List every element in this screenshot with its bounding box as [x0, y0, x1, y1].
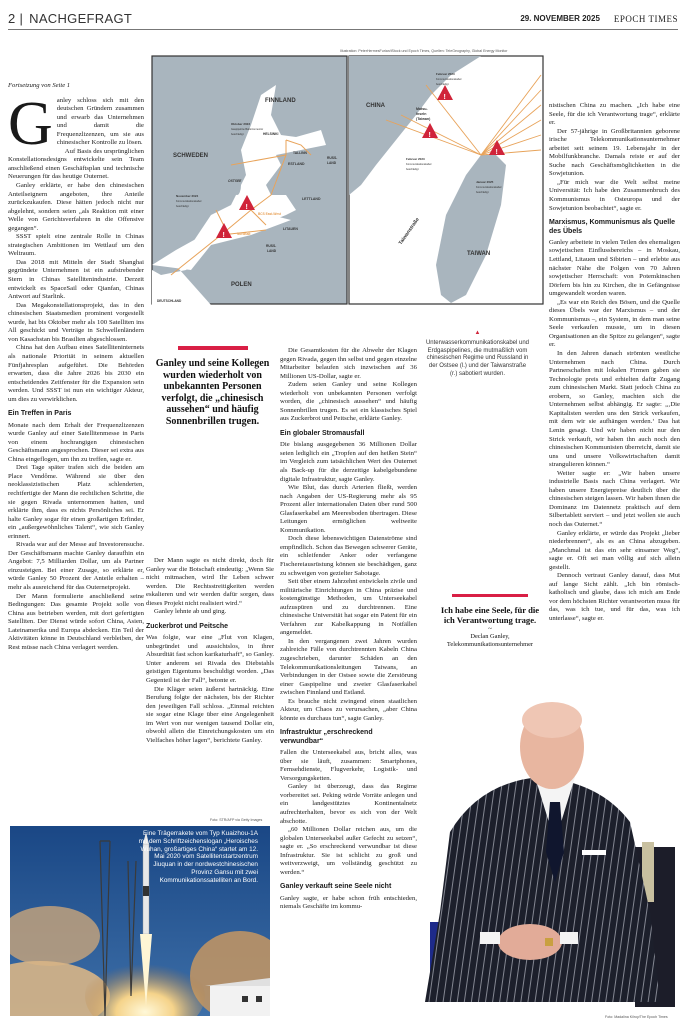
subheading: Ganley verkauft seine Seele nicht	[280, 883, 392, 891]
svg-text:beschädigt: beschädigt	[476, 191, 489, 194]
paragraph: Auf Basis des ursprünglichen Konstellationsdesigns entwickelte sein Team anschließend einen Geschäftsplan und technische Neuerungen für das heutige Outernet.	[8, 147, 144, 181]
rocket-launch-photo	[10, 826, 270, 1016]
svg-text:!: !	[245, 204, 248, 211]
svg-text:!: !	[443, 94, 446, 101]
svg-text:(Taiwan): (Taiwan)	[416, 117, 431, 121]
paragraph: „60 Millionen Dollar reichen aus, um die globalen Unterseekabel außer Gefecht zu setzen“, sagte er. „So erschreckend verwundbar ist diese Infrastruktur. Sie ist schlicht zu groß und weitverzweigt, um vollständig geschützt zu werden.“	[280, 826, 417, 876]
svg-text:TAIWAN: TAIWAN	[467, 251, 491, 257]
ganley-portrait-photo	[420, 692, 686, 1012]
portrait-image	[420, 692, 686, 1012]
pull-quote-text: Ganley und seine Kollegen wurden wiederholt von unbekannten Personen verfolgt, die „chinesisch aussehen“ und häufig Sonnenbrillen trugen.	[155, 358, 270, 427]
section-title: NACHGEFRAGT	[29, 11, 133, 26]
svg-text:Februar 2023: Februar 2023	[436, 72, 455, 76]
svg-text:LITAUEN: LITAUEN	[283, 227, 298, 231]
article-column-3	[280, 347, 417, 912]
svg-text:LAND: LAND	[267, 249, 277, 253]
pull-quote-ganley	[440, 594, 540, 649]
svg-text:beschädigt: beschädigt	[231, 133, 244, 136]
paragraph: Das Megakonstellationsprojekt, das in den chinesischen Staatsmedien prominent vorgestellt wurde, hat bis Oktober mehr als 100 Satelliten ins All geschickt und Verträge in Schwellenländern von Kasachstan bis Brasilien abgeschlossen.	[8, 301, 144, 343]
svg-text:Kommunikationskabel: Kommunikationskabel	[406, 163, 432, 166]
paragraph: Ganley ist überzeugt, dass das Regime vorbereitet sei. Peking würde Vorräte anlegen und ein landgestütztes Kontinentalnetz aufrechterhalten, bevor es sich von der Welt abschotte.	[280, 783, 417, 825]
svg-text:RUSS-: RUSS-	[266, 244, 277, 248]
paragraph: Die Kläger seien äußerst hartnäckig. Eine Berufung folgte der nächsten, bis der Richter den jeweiligen Fall schloss. „Einmal reichten sie sogar eine Klage über eine Angelegenheit im Wert von nur wenigen tausend Dollar ein, obwohl allein die Einreichungskosten um ein Vielfaches höher lagen“, berichtete Ganley.	[146, 685, 274, 744]
svg-text:FINNLAND: FINNLAND	[265, 98, 296, 104]
svg-text:SCHWEDEN: SCHWEDEN	[173, 153, 209, 159]
paragraph: In den vergangenen zwei Jahren wurden zahlreiche Fälle von durchtrennten Kabeln China zugeschrieben, darunter Schäden an den Telekommunikationsleitungen Taiwans, an Verbindungen in der Ostsee sowie die Zerstörung einer Gaspipeline und zweier Glasfaserkabel zwischen Finnland und Estland.	[280, 637, 417, 697]
pull-quote-text: Ich habe eine Seele, für die ich Verantwortung trage.	[440, 605, 540, 626]
article-column-4	[549, 102, 680, 624]
paragraph: Es brauche nicht zwingend einen staatlichen Akteur, um Chaos zu verursachen, „aber China könnte es durchaus tun“, sagte Ganley.	[280, 697, 417, 722]
svg-text:TALLINN: TALLINN	[293, 151, 307, 155]
paragraph: anley schloss sich mit den deutschen Gründern zusammen und erwarb das Unternehmen und damit die Frequenzlizenzen, um sie aus chinesischer Kontrolle zu lösen.	[56, 96, 144, 147]
map-caption-text: Unterwasserkommunikationskabel und Erdgaspipelines, die mutmaßlich vom chinesischen Regime und Russland in der Ostsee (l.) und der Taiwanstraße (r.) sabotiert wurden.	[425, 339, 530, 377]
rocket-caption: Eine Trägerrakete vom Typ Kuaizhou-1A mit dem Schriftzeichenslogan „Heroisches Wuhan, großartiges China“ startet am 12. Mai 2020 vom Satellitenstartzentrum Jiuquan in der nordwestchinesischen Provinz Gansu mit zwei Kommunikationssatelliten an Bord.	[138, 830, 258, 884]
paragraph: Ganley erklärte, er würde das Projekt „lieber niederbrennen“, als es an China abzugeben. „Manchmal ist das ein sehr einsamer Weg“, sagte er. Oft sei man völlig auf sich allein gestellt.	[549, 529, 680, 571]
cable-sabotage-map	[151, 55, 544, 305]
svg-text:Gaspipeline Balticconnector: Gaspipeline Balticconnector	[231, 128, 264, 131]
map-credit: Illustration: PeterHermesFurian/iStock und Epoch Times, Quellen: TeleGeography, Global Energy Monitor	[340, 49, 508, 53]
paragraph: Fallen die Unterseekabel aus, bricht alles, was über sie läuft, zusammen: Smartphones, Fernsehdienste, Flugverkehr, Logistik- und Versorgungsketten.	[280, 749, 417, 782]
subheading: Ein globaler Stromausfall	[280, 429, 365, 437]
paragraph: Ganley arbeitete in vielen Teilen des ehemaligen sowjetischen Einflussbereichs – in Moskau, Lettland, Litauen und Sibirien – und erlebte aus nächster Nähe die Folgen von 70 Jahren sowjetischer Herrschaft: von Potemkinschen Dörfern bis hin zu Kirchen, die in Gefängnisse umgewandelt worden waren.	[549, 238, 680, 298]
paragraph: Wie Blut, das durch Arterien fließt, werden nach Angaben der US-Regierung mehr als 95 Prozent aller internationalen Daten über rund 500 Glasfaserkabel am Meeresboden übertragen. Diese Leitungen ermöglichen weltweite Kommunikation.	[280, 484, 417, 534]
svg-text:!: !	[222, 232, 225, 239]
svg-text:LETTLAND: LETTLAND	[302, 197, 321, 201]
accent-bar	[452, 594, 528, 597]
paragraph: Der Mann sagte es nicht direkt, doch für Ganley war die Botschaft eindeutig: „Wenn Sie nicht mitmachen, wird Ihr Leben schwer werden. Die Rechtsstreitigkeiten werden eskalieren und wir werden dafür sorgen, dass dieses Projekt nicht realisiert wird.“	[146, 557, 274, 607]
paragraph: Doch diese lebenswichtigen Datenströme sind empfindlich. Schon das Bewegen schwerer Geräte, ein schleifender Anker oder verfangene Fischereiausrüstung können sie beschädigen, ganz zu schweigen von gezielter Sabotage.	[280, 535, 417, 577]
paragraph: Weiter sagte er: „Wir haben unsere industrielle Basis nach China verlagert. Wir haben unsere Energiepreise deutlich über die chinesischen steigen lassen. Wir haben ihnen die Dominanz im Datennetz praktisch auf dem Silbertablett serviert – und jetzt wollen sie auch noch das Outernet.“	[549, 469, 680, 528]
svg-text:DEUTSCHLAND: DEUTSCHLAND	[157, 299, 182, 303]
svg-text:OSTSEE: OSTSEE	[228, 179, 242, 183]
drop-cap: G	[8, 89, 53, 158]
pull-quote-attribution: Declan Ganley, Telekommunikationsunternehmer	[446, 632, 534, 648]
svg-text:Taiwanstraße: Taiwanstraße	[397, 216, 421, 247]
paragraph: Dennoch vertraut Ganley darauf, dass Mut auf lange Sicht zählt. „Ich bin römisch-katholisch und glaube, dass ich mich am Ende vor dem höchsten Richter verantworten muss für das, was ich tue, und für das, was ich unterlasse“, sagte er.	[549, 572, 680, 622]
continuation-kicker: Fortsetzung von Seite 1	[8, 82, 71, 89]
svg-text:Matsu-: Matsu-	[416, 107, 428, 111]
issue-date: 29. NOVEMBER 2025	[520, 14, 600, 23]
svg-text:November 2024: November 2024	[176, 194, 199, 198]
paragraph: Der 57-jährige in Großbritannien geborene irische Telekommunikationsunternehmer arbeitet seit seinem 19. Lebensjahr in der Mobilfunkbranche. Damals reiste er auf der Suche nach Geschäftsmöglichkeiten in die Sowjetunion.	[549, 127, 680, 178]
paragraph: Was folgte, war eine „Flut von Klagen, unbegründet und aussichtslos, in ihrer Absurdität fast schon karikaturhaft“, so Ganley. Unter anderem sei Rivada des Diebstahls geistigen Eigentums beschuldigt worden. „Das Gegenteil ist der Fall“, betonte er.	[146, 634, 274, 684]
rocket-photo-credit: Foto: STR/AFP via Getty Images	[210, 818, 263, 822]
subheading: Ein Treffen in Paris	[8, 410, 72, 418]
article-column-1	[8, 82, 144, 652]
svg-text:Kommunikationskabel: Kommunikationskabel	[176, 200, 202, 203]
masthead	[8, 8, 678, 30]
paragraph: Ganley lehnte ab und ging.	[154, 608, 227, 616]
paragraph: Die bislang ausgegebenen 36 Millionen Dollar seien lediglich ein „Tropfen auf den heißen Stein“ im Vergleich zum tatsächlichen Wert des Outernet als Back-up für die derzeitige kabelgebundene digitale Infrastruktur, sagte Ganley.	[280, 441, 417, 483]
paragraph: Monate nach dem Erhalt der Frequenzlizenzen wurde Ganley auf einer Satellitenmesse in Paris von einem hochrangigen chinesischen Geschäftsmann angesprochen. Dieser sei extra aus China eingeflogen, um ihn zu treffen, sagte er.	[8, 421, 144, 463]
svg-text:BCS East-West: BCS East-West	[258, 212, 281, 216]
map-graphic	[151, 55, 544, 305]
article-column-2	[146, 557, 274, 745]
page-number: 2 |	[8, 11, 24, 26]
tilde-separator: ~	[488, 624, 492, 633]
subheading: Infrastruktur „erschreckend verwundbar“	[280, 729, 373, 745]
portrait-photo-credit: Foto: Madalina Kilroy/The Epoch Times	[605, 1015, 668, 1019]
svg-text:Kommunikationskabel: Kommunikationskabel	[436, 78, 462, 81]
pull-quote	[150, 346, 275, 428]
svg-text:HELSINKI: HELSINKI	[263, 132, 279, 136]
svg-text:!: !	[428, 132, 431, 139]
paragraph: In den Jahren danach strömten westliche Unternehmen nach China. Durch Partnerschaften mit lokalen Firmen gaben sie Technologie preis und erhielten dafür Zugang zum chinesischen Markt. Statt jedoch China zu erobern, so Ganley, machten sich die Unternehmen selbst abhängig. Er sagte: „‚Die Kapitalisten werden uns den Strick verkaufen, mit dem wir sie aufhängen werden.‘ Das hat Lenin gesagt. Und wir haben nicht nur den Strick verkauft, wir haben ihn auch noch den chinesischen Kommunisten überreicht, damit sie uns und unsere Volkswirtschaften damit strangulieren können.“	[549, 350, 680, 469]
paragraph: Das 2018 mit Mitteln der Stadt Shanghai gegründete Unternehmen ist ein aufstrebender Stern in Chinas Satellitenindustrie. Derzeit entwickelt es SpaceSail oder Qianfan, Chinas Antwort auf Starlink.	[8, 258, 144, 301]
paragraph: „Für mich war die Welt selbst meine Universität: Ich habe den Zusammenbruch des Kommunismus in Osteuropa und der Sowjetunion beobachtet“, sagte er.	[549, 178, 680, 212]
paragraph: China hat den Aufbau eines Satelliteninternets als nationale Priorität in seinem aktuellen Fünfjahresplan aufgeführt. Die Behörden erwarten, dass die Jahre 2026 bis 2030 ein entscheidendes Zeitfenster für die Expansion sein werden. Und SSST ist nun ein wichtiger Akteur, um dies zu verwirklichen.	[8, 344, 144, 403]
svg-text:RUSS-: RUSS-	[327, 156, 338, 160]
subheading: Marxismus, Kommunismus als Quelle des Übels	[549, 219, 676, 235]
brand-logo: EPOCH TIMES	[613, 13, 678, 24]
svg-text:NordBalt: NordBalt	[237, 232, 251, 236]
map-caption	[425, 330, 530, 379]
subheading: Zuckerbrot und Peitsche	[146, 622, 229, 630]
paragraph: Der Mann formulierte anschließend seine Bedingungen: Das gesamte Projekt solle von China aus betrieben werden, mit dort gefertigten Satelliten. Der Dienst würde sofort China, Asien, Lateinamerika und Europa abdecken. Ein Teil der Aktivitäten könne in Deutschland verbleiben, der Rest müsse nach China verlagert werden.	[8, 592, 144, 651]
svg-text:POLEN: POLEN	[231, 282, 252, 288]
svg-text:LAND: LAND	[327, 161, 337, 165]
paragraph: Drei Tage später trafen sich die beiden am Place Vendôme. Während sie über den neoklassizistischen Platz schlenderten, rechtfertigte der Mann die rechtlichen Schritte, die sie gegen Rivada unternommen hatten, und erklärte ihm, dass es nichts Persönliches sei. Er halte Ganley sogar für einen großartigen Erfinder, ein „außergewöhnliches Talent“, wie sich Ganley erinnert.	[8, 464, 144, 540]
svg-text:ESTLAND: ESTLAND	[288, 162, 305, 166]
svg-text:CHINA: CHINA	[366, 103, 385, 109]
svg-text:Kommunikationskabel: Kommunikationskabel	[476, 186, 502, 189]
svg-text:Oktober 2023: Oktober 2023	[231, 122, 251, 126]
svg-text:!: !	[495, 149, 498, 156]
svg-text:beschädigt: beschädigt	[436, 83, 449, 86]
paragraph: Ganley sagte, er habe schon früh entschieden, niemals Geschäfte im kommu-	[280, 894, 417, 911]
svg-text:Januar 2025: Januar 2025	[476, 180, 494, 184]
svg-text:Februar 2023: Februar 2023	[406, 157, 425, 161]
paragraph: Seit über einem Jahrzehnt entwickeln zivile und militärische Einrichtungen in China präzise und kostengünstige Methoden, um Unterseekabel aufzuspüren und zu durchtrennen. Eine chinesische Universität hat sogar ein Patent für ein Verfahren zur Kabelkappung in Notfällen angemeldet.	[280, 578, 417, 637]
paragraph: Rivada war auf der Messe auf Investorensuche. Der Geschäftsmann machte Ganley daraufhin ein Angebot: 7,5 Milliarden Dollar, um als Partner einzusteigen. Bei einer Zusage, so erklärte er, würde Ganley 50 Prozent der Anteile erhalten – mehr als ausreichend für das Outernetprojekt.	[8, 541, 144, 592]
accent-bar	[178, 346, 248, 350]
paragraph: Die Gesamtkosten für die Abwehr der Klagen gegen Rivada, gegen ihn selbst und gegen einzelne Mitarbeiter belaufen sich inzwischen auf 36 Millionen US-Dollar, sagte er.	[280, 347, 417, 380]
paragraph: Zudem seien Ganley und seine Kollegen wiederholt von unbekannten Personen verfolgt worden, die „chinesisch aussehen“ und häufig Sonnenbrillen trugen. Es sei ein klassisches Spiel aus Zuckerbrot und Peitsche, erklärte Ganley.	[280, 381, 417, 423]
paragraph: „Es war ein Reich des Bösen, und die Quelle dieses Übels war der Marxismus – und der Kommunismus –, ein System, in dem man seine Seele verkaufen musste, um in diesen Organisationen an die Spitze zu gelangen“, sagte er.	[549, 298, 680, 349]
paragraph: SSST spielt eine zentrale Rolle in Chinas strategischen Ambitionen im Wettlauf um den Weltraum.	[8, 233, 144, 258]
svg-text:Inseln: Inseln	[416, 112, 427, 116]
svg-text:beschädigt: beschädigt	[176, 205, 189, 208]
paragraph: Ganley erklärte, er habe den chinesischen Anteilseignern angeboten, ihre Anteile zurückzukaufen. Diese hätten jedoch nicht nur abgelehnt, sondern seien „als Reaktion mit einer Welle von Gerichtsverfahren in die Offensive gegangen“.	[8, 182, 144, 232]
svg-text:beschädigt: beschädigt	[406, 168, 419, 171]
paragraph: nistischen China zu machen. „Ich habe eine Seele, für die ich Verantwortung trage“, erklärte er.	[549, 102, 680, 127]
triangle-icon: ▲	[474, 330, 481, 336]
